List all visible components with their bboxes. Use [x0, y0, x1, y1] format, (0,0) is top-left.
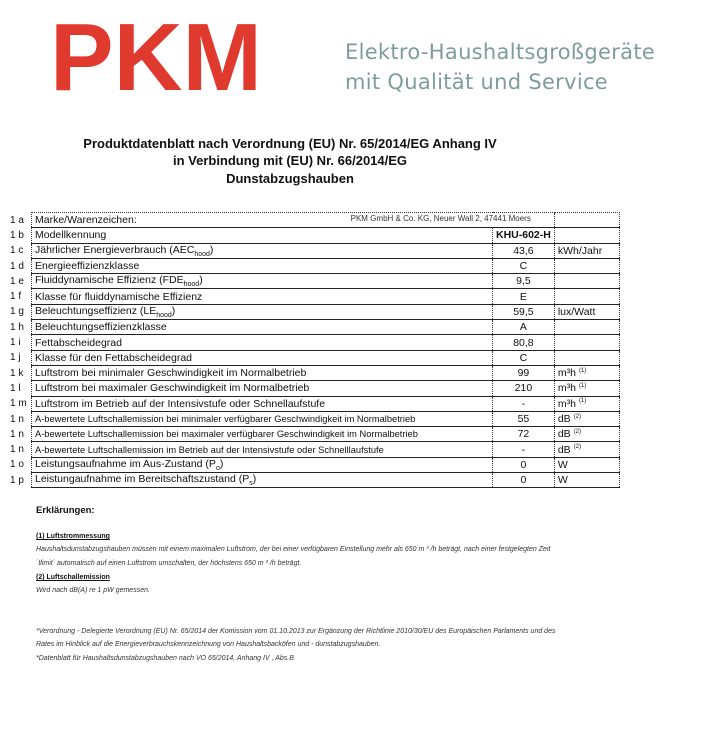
label-subscript: s: [249, 480, 253, 488]
row-value: 55: [493, 411, 555, 426]
row-code: 1 g: [10, 306, 24, 318]
row-code: 1 j: [10, 352, 21, 364]
row-code: 1 f: [10, 291, 22, 303]
row-code: 1 k: [10, 367, 24, 379]
label-text: Beleuchtungseffizienz (LE: [35, 304, 157, 317]
unit-text: dB: [557, 428, 571, 441]
row-unit: [554, 381, 619, 396]
table-row: [8, 381, 619, 396]
row-label: [32, 365, 493, 380]
label-text: Beleuchtungseffizienzklasse: [35, 321, 167, 334]
table-row: [8, 304, 619, 319]
label-text: Luftstrom bei maximaler Geschwindigkeit im Normalbetrieb: [35, 382, 310, 395]
row-unit: [554, 243, 619, 258]
label-end: ): [219, 457, 224, 470]
row-unit: [554, 274, 619, 289]
row-code: 1 d: [10, 260, 24, 272]
footnote-ref: (2): [573, 444, 582, 451]
footnote-ref: (1): [578, 398, 587, 405]
table-row: [8, 396, 619, 411]
unit-text: dB: [557, 413, 571, 425]
row-unit: [554, 457, 619, 472]
row-label: [32, 381, 493, 396]
table-row: [8, 258, 619, 273]
row-unit: [554, 350, 619, 365]
document-title-line1: Produktdatenblatt nach Verordnung (EU) Nr. 65/2014/EG Anhang IV: [83, 136, 497, 151]
row-code: 1 p: [10, 474, 24, 486]
row-label: [32, 304, 493, 319]
note1-text-line1: Haushaltsdunstabzugshauben müssen mit einem maximalen Luftstrom, der bei einer verfügbaren Einstellung mehr als 650 m ³ /h beträgt, nach einer festgelegten Zeit: [36, 546, 551, 553]
unit-text: lux/Watt: [557, 305, 596, 318]
footnote-ref: (1): [578, 367, 587, 374]
row-unit: [554, 228, 619, 243]
table-row: [8, 350, 619, 365]
footnote1-line1: *Verordnung - Delegierte Verordnung (EU) Nr. 65/2014 der Komission vom 01.10.2013 zur Ergänzung der Richtlinie 2010/30/EU des Europäischen Parlaments und des: [36, 628, 556, 635]
row-unit: [554, 213, 619, 228]
table-row: [8, 365, 619, 380]
document-title-line3: Dunstabzugshauben: [226, 171, 354, 186]
row-code: 1 m: [10, 398, 27, 410]
label-text: A-bewertete Luftschallemission bei maximaler verfügbarer Geschwindigkeit im Normalbetrieb: [35, 429, 418, 440]
label-text: A-bewertete Luftschallemission bei minimaler verfügbarer Geschwindigkeit im Normalbetrieb: [35, 414, 416, 424]
note2-text: Wird nach dB(A) re 1 pW gemessen.: [36, 587, 150, 594]
row-value: 9,5: [493, 274, 555, 289]
row-value: E: [493, 289, 555, 304]
row-value: 43,6: [493, 243, 555, 258]
footnote-ref: (2): [573, 413, 582, 420]
table-row: [8, 274, 619, 289]
label-subscript: hood: [194, 250, 210, 258]
label-text: A-bewertete Luftschallemission im Betrieb auf der Intensivstufe oder Schnelllaufstufe: [35, 444, 384, 455]
row-value: C: [493, 258, 555, 273]
footnote-ref: (1): [578, 382, 587, 389]
table-row: [8, 457, 619, 472]
unit-text: kWh/Jahr: [557, 244, 603, 257]
row-label: [32, 289, 493, 304]
note1-text-line2: ´tlimit´ automatisch auf einen Luftstrom umschalten, der höchstens 650 m ³ /h beträgt.: [36, 560, 302, 567]
row-label: [32, 274, 493, 289]
row-value: -: [493, 396, 555, 411]
row-code: 1 n: [10, 428, 24, 440]
row-value: -: [493, 442, 555, 457]
document-title-line2: in Verbindung mit (EU) Nr. 66/2014/EG: [172, 153, 408, 168]
row-unit: [554, 289, 619, 304]
label-subscript: hood: [156, 311, 172, 319]
table-row: [8, 213, 619, 228]
label-end: ): [199, 274, 203, 287]
row-code: 1 b: [10, 229, 24, 241]
label-text: Luftstrom bei minimaler Geschwindigkeit im Normalbetrieb: [35, 367, 307, 380]
row-label: [32, 335, 493, 350]
row-value: 99: [493, 365, 555, 380]
row-code: 1 n: [10, 444, 24, 456]
label-text: Fluiddynamische Effizienz (FDE: [35, 274, 184, 287]
table-row: [8, 411, 619, 426]
row-unit: [554, 320, 619, 335]
row-label: [32, 320, 493, 335]
row-value: 0: [493, 473, 555, 488]
row-code: 1 i: [10, 337, 21, 349]
row-unit: [554, 411, 619, 426]
label-text: Marke/Warenzeichen:: [35, 214, 137, 227]
row-value: 59,5: [493, 304, 555, 319]
label-text: Modellkennung: [35, 229, 107, 242]
row-label: [32, 243, 493, 258]
product-data-table: [8, 212, 620, 488]
row-code: 1 e: [10, 275, 24, 287]
table-row: [8, 320, 619, 335]
row-label: [32, 427, 493, 442]
note2-title: (2) Luftschallemission: [36, 574, 110, 581]
table-row: [8, 473, 619, 488]
row-label: [32, 350, 493, 365]
unit-text: m³h: [557, 397, 576, 410]
label-end: ): [171, 304, 176, 317]
pkm-logo: [50, 16, 265, 96]
unit-text: W: [557, 474, 568, 487]
row-value: 80,8: [493, 335, 555, 350]
row-label: [32, 473, 493, 488]
unit-text: W: [557, 458, 568, 471]
label-text: Leistungsaufnahme im Aus-Zustand (P: [35, 457, 216, 470]
row-value: A: [493, 320, 555, 335]
tagline-line1: Elektro-Haushaltsgroßgeräte: [345, 40, 656, 64]
row-value: 210: [493, 381, 555, 396]
unit-text: m³h: [557, 382, 576, 395]
row-unit: [554, 365, 619, 380]
label-subscript: o: [215, 464, 220, 472]
row-code: 1 o: [10, 459, 24, 471]
label-text: Fettabscheidegrad: [35, 336, 122, 349]
table-row: [8, 335, 619, 350]
footnote-ref: (2): [573, 428, 582, 435]
row-unit: [554, 473, 619, 488]
label-end: ): [209, 243, 214, 256]
row-unit: [554, 396, 619, 411]
row-label: [32, 411, 493, 426]
row-value: KHU-602-H: [493, 228, 555, 243]
row-label: [32, 213, 555, 228]
notes-heading: Erklärungen:: [36, 505, 95, 516]
row-value: 72: [493, 427, 555, 442]
row-unit: [554, 442, 619, 457]
row-code: 1 n: [10, 413, 24, 425]
unit-text: dB: [557, 443, 571, 456]
note1-title: (1) Luftstrommessung: [36, 533, 110, 540]
label-text: Klasse für fluiddynamische Effizienz: [35, 290, 203, 303]
row-label: [32, 457, 493, 472]
row-code: 1 a: [10, 214, 24, 226]
row-label: [32, 228, 493, 243]
footnote2: *Datenblatt für Haushaltsdunstabzugshauben nach VO 65/2014, Anhang IV , Abs.B: [36, 655, 294, 662]
row-value: 0: [493, 457, 555, 472]
label-text: Jährlicher Energieverbrauch (AEC: [35, 243, 195, 256]
table-row: [8, 442, 619, 457]
label-text: Leistungaufnahme im Bereitschaftszustand (P: [35, 473, 250, 486]
label-text: Klasse für den Fettabscheidegrad: [35, 351, 193, 364]
label-end: ): [252, 473, 257, 486]
row-label: [32, 396, 493, 411]
table-row: [8, 289, 619, 304]
row-unit: [554, 335, 619, 350]
row-value: C: [493, 350, 555, 365]
footnote1-line2: Rates im Hinblick auf die Energieverbrauchskennzeichnung von Haushaltsbacköfen und - dunstabzugshauben.: [36, 641, 381, 648]
row-code: 1 c: [10, 245, 24, 257]
row-unit: [554, 258, 619, 273]
brand-value: PKM GmbH & Co. KG, Neuer Wall 2, 47441 Moers: [350, 214, 531, 224]
row-unit: [554, 427, 619, 442]
table-row: [8, 228, 619, 243]
label-text: Luftstrom im Betrieb auf der Intensivstufe oder Schnellaufstufe: [35, 397, 326, 410]
table-row: [8, 243, 619, 258]
row-label: [32, 258, 493, 273]
row-code: 1 h: [10, 321, 24, 333]
unit-text: m³h: [557, 367, 576, 380]
row-label: [32, 442, 493, 457]
label-text: Energieeffizienzklasse: [35, 260, 140, 273]
row-code: 1 l: [10, 382, 21, 394]
tagline-line2: mit Qualität und Service: [345, 70, 609, 94]
table-row: [8, 427, 619, 442]
label-subscript: hood: [183, 281, 200, 289]
row-unit: [554, 304, 619, 319]
logo-text: PKM: [50, 16, 262, 96]
